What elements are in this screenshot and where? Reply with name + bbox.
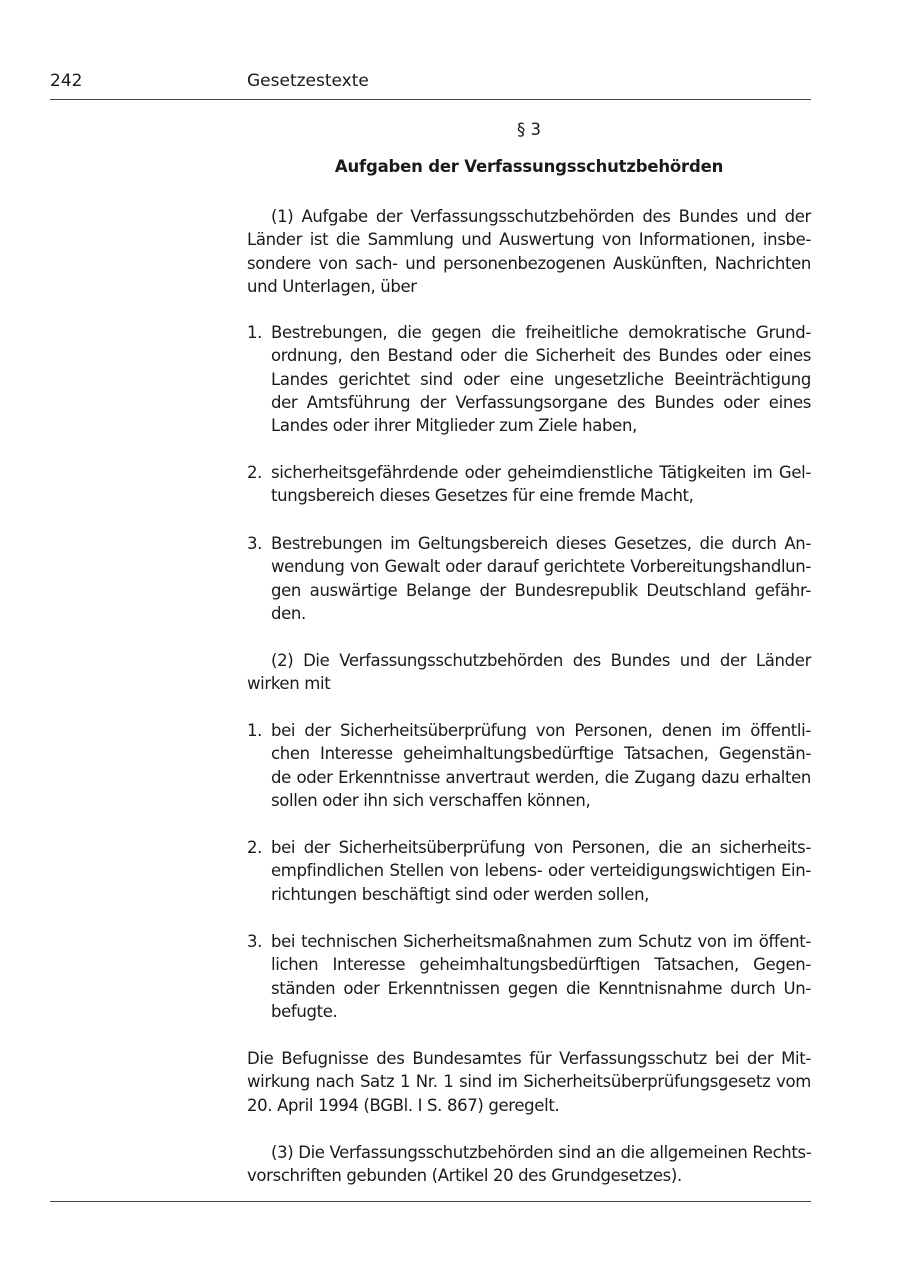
- text-line: sondere von sach- und personenbezogenen Auskünften, Nachrichten: [247, 253, 811, 273]
- text-line: den.: [271, 603, 306, 623]
- paragraph-2: [247, 649, 811, 696]
- text-line: Bestrebungen im Geltungsbereich dieses Gesetzes, die durch An-: [271, 534, 811, 553]
- list-item-2-3: [247, 930, 811, 1023]
- list-item-2-1: [247, 719, 811, 812]
- section-title: Aufgaben der Verfassungsschutzbehörden: [334, 157, 724, 176]
- text-line: Landes oder ihrer Mitglieder zum Ziele haben,: [271, 416, 637, 436]
- section-number: § 3: [517, 120, 541, 139]
- text-line: ordnung, den Bestand oder die Sicherheit des Bundes oder eines: [271, 346, 811, 366]
- text-line: (3) Die Verfassungsschutzbehörden sind an die allgemeinen Rechts-: [271, 1143, 812, 1162]
- paragraph-1: [247, 205, 811, 298]
- text-line: wirken mit: [247, 674, 331, 694]
- list-item-1-3: [247, 532, 811, 625]
- text-line: de oder Erkenntnisse anvertraut werden, die Zugang dazu erhalten: [271, 767, 811, 787]
- list-number: 3.: [247, 534, 263, 553]
- text-line: richtungen beschäftigt sind oder werden sollen,: [271, 884, 650, 904]
- list-number: 1.: [247, 323, 263, 342]
- text-line: bei der Sicherheitsüberprüfung von Personen, die an sicherheits-: [271, 838, 811, 857]
- text-line: tungsbereich dieses Gesetzes für eine fremde Macht,: [271, 486, 694, 506]
- text-line: (1) Aufgabe der Verfassungsschutzbehörden des Bundes und der: [271, 207, 811, 226]
- text-line: lichen Interesse geheimhaltungsbedürftigen Tatsachen, Gegen-: [271, 955, 811, 975]
- text-line: bei der Sicherheitsüberprüfung von Personen, denen im öffentli-: [271, 721, 811, 740]
- text-line: ständen oder Erkenntnissen gegen die Kenntnisnahme durch Un-: [271, 978, 811, 998]
- text-line: der Amtsführung der Verfassungsorgane des Bundes oder eines: [271, 392, 811, 412]
- list-number: 2.: [247, 838, 263, 857]
- running-title: Gesetzestexte: [247, 71, 369, 91]
- text-line: 20. April 1994 (BGBl. I S. 867) geregelt.: [247, 1095, 560, 1115]
- text-line: wendung von Gewalt oder darauf gerichtete Vorbereitungshandlun-: [271, 557, 811, 577]
- text-line: empfindlichen Stellen von lebens- oder verteidigungswichtigen Ein-: [271, 861, 811, 881]
- text-line: wirkung nach Satz 1 Nr. 1 sind im Sicherheitsüberprüfungsgesetz vom: [247, 1072, 811, 1092]
- text-line: bei technischen Sicherheitsmaßnahmen zum Schutz von im öffent-: [271, 932, 811, 951]
- text-line: Landes gerichtet sind oder eine ungesetzliche Beeinträchtigung: [271, 369, 811, 389]
- header-rule: [50, 99, 811, 100]
- text-line: Bestrebungen, die gegen die freiheitliche demokratische Grund-: [271, 323, 811, 342]
- text-line: Länder ist die Sammlung und Auswertung von Informationen, insbe-: [247, 230, 811, 250]
- text-line: vorschriften gebunden (Artikel 20 des Grundgesetzes).: [247, 1166, 682, 1186]
- text-line: befugte.: [271, 1001, 338, 1021]
- page-number: 242: [50, 71, 83, 91]
- list-item-2-2: [247, 836, 811, 906]
- text-line: sollen oder ihn sich verschaffen können,: [271, 790, 591, 810]
- text-line: (2) Die Verfassungsschutzbehörden des Bundes und der Länder: [271, 651, 811, 670]
- footer-rule: [50, 1201, 811, 1202]
- list-number: 2.: [247, 463, 263, 482]
- list-item-1-1: [247, 321, 811, 437]
- text-line: Die Befugnisse des Bundesamtes für Verfassungsschutz bei der Mit-: [247, 1049, 811, 1068]
- paragraph-2-closing: [247, 1047, 811, 1117]
- list-number: 1.: [247, 721, 263, 740]
- text-line: sicherheitsgefährdende oder geheimdienstliche Tätigkeiten im Gel-: [271, 463, 811, 482]
- list-number: 3.: [247, 932, 263, 951]
- paragraph-3: [247, 1141, 811, 1188]
- text-line: chen Interesse geheimhaltungsbedürftige Tatsachen, Gegenstän-: [271, 744, 811, 764]
- list-item-1-2: [247, 461, 811, 508]
- text-line: und Unterlagen, über: [247, 276, 417, 296]
- text-line: gen auswärtige Belange der Bundesrepublik Deutschland gefähr-: [271, 580, 811, 600]
